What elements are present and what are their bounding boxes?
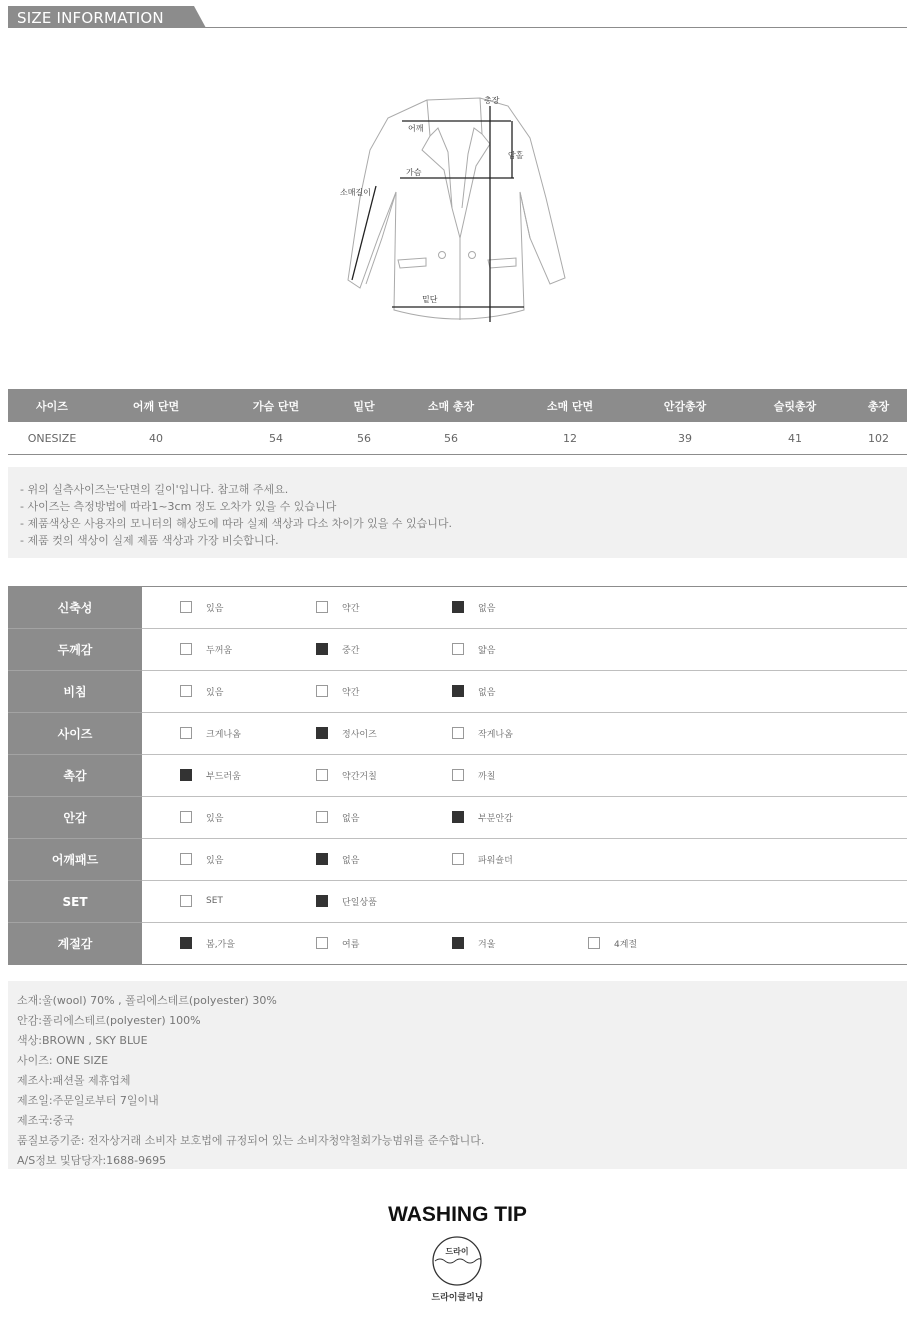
feature-option <box>180 895 223 907</box>
table-row <box>8 422 907 455</box>
feature-option-label: 크게나옴 <box>206 729 241 740</box>
feature-option-label: 작게나옴 <box>478 729 513 740</box>
feature-option <box>452 643 495 655</box>
feature-option-label: 여름 <box>342 939 360 950</box>
section-title: SIZE INFORMATION <box>17 9 164 27</box>
note-line: - 제품 컷의 색상이 실제 제품 색상과 가장 비슷합니다. <box>20 534 279 547</box>
checked-box-icon <box>452 685 464 697</box>
feature-option <box>452 769 495 781</box>
feature-options <box>142 881 907 922</box>
feature-option <box>452 727 513 739</box>
feature-option-label: SET <box>206 896 223 906</box>
feature-option-label: 부분안감 <box>478 813 513 824</box>
feature-option-label: 약간거칠 <box>342 771 377 782</box>
feature-option-label: 4계절 <box>614 939 638 950</box>
section-header <box>8 6 907 28</box>
feature-option <box>316 727 377 739</box>
label-sleeve: 소매길이 <box>340 188 371 197</box>
info-line: 안감:폴리에스테르(polyester) 100% <box>17 1014 201 1027</box>
unchecked-box-icon <box>588 937 600 949</box>
feature-option-label: 겨울 <box>478 939 496 950</box>
feature-option-label: 두꺼움 <box>206 645 233 656</box>
table-cell: 12 <box>510 422 630 455</box>
feature-options <box>142 629 907 670</box>
label-chest: 가슴 <box>406 168 422 177</box>
feature-label: 계절감 <box>8 923 142 965</box>
table-cell: 41 <box>740 422 850 455</box>
info-line: 제조일:주문일로부터 7일이내 <box>17 1094 159 1107</box>
unchecked-box-icon <box>316 769 328 781</box>
label-armhole: 암홀 <box>508 151 524 160</box>
jacket-illustration <box>330 88 580 328</box>
table-cell: 56 <box>392 422 510 455</box>
col-header: 소매 단면 <box>510 389 630 422</box>
col-header: 사이즈 <box>8 389 96 422</box>
unchecked-box-icon <box>180 685 192 697</box>
feature-options <box>142 923 907 964</box>
feature-row <box>8 755 907 797</box>
unchecked-box-icon <box>180 811 192 823</box>
feature-option-label: 중간 <box>342 645 360 656</box>
feature-option-label: 없음 <box>342 813 360 824</box>
feature-options <box>142 671 907 712</box>
info-line: 사이즈: ONE SIZE <box>17 1054 109 1067</box>
feature-option-label: 없음 <box>478 687 496 698</box>
unchecked-box-icon <box>452 727 464 739</box>
feature-option <box>452 685 495 697</box>
unchecked-box-icon <box>316 811 328 823</box>
col-header: 슬릿총장 <box>740 389 850 422</box>
feature-option <box>180 601 223 613</box>
feature-label: 두께감 <box>8 629 142 671</box>
unchecked-box-icon <box>452 643 464 655</box>
note-line: - 위의 실측사이즈는'단면의 길이'입니다. 참고해 주세요. <box>20 483 289 496</box>
feature-label: 촉감 <box>8 755 142 797</box>
feature-options <box>142 797 907 838</box>
feature-option-label: 있음 <box>206 813 224 824</box>
checked-box-icon <box>452 601 464 613</box>
feature-options-cell <box>142 713 907 755</box>
feature-option <box>452 811 513 823</box>
table-cell: 54 <box>216 422 336 455</box>
feature-label: 비침 <box>8 671 142 713</box>
checked-box-icon <box>452 937 464 949</box>
feature-options-cell <box>142 587 907 629</box>
feature-table <box>8 586 907 965</box>
info-line: 색상:BROWN , SKY BLUE <box>17 1034 148 1047</box>
feature-option-label: 봄,가을 <box>206 939 235 950</box>
checked-box-icon <box>180 769 192 781</box>
feature-options-cell <box>142 839 907 881</box>
size-notes <box>8 467 907 558</box>
checked-box-icon <box>316 895 328 907</box>
feature-option-label: 파워숄더 <box>478 855 513 866</box>
feature-row <box>8 839 907 881</box>
feature-label: 사이즈 <box>8 713 142 755</box>
table-cell: ONESIZE <box>8 422 96 455</box>
size-table-header-row <box>8 389 907 422</box>
feature-label: SET <box>8 881 142 923</box>
feature-option <box>316 769 377 781</box>
checked-box-icon <box>316 643 328 655</box>
jacket-diagram <box>330 88 580 328</box>
feature-options-cell <box>142 629 907 671</box>
info-line: 제조사:패션몰 제휴업체 <box>17 1074 131 1087</box>
feature-options-cell <box>142 755 907 797</box>
feature-option <box>588 937 637 949</box>
feature-option-label: 약간 <box>342 687 360 698</box>
info-line: A/S정보 및담당자:1688-9695 <box>17 1154 167 1167</box>
feature-row <box>8 797 907 839</box>
feature-options <box>142 839 907 880</box>
unchecked-box-icon <box>180 895 192 907</box>
info-line: 제조국:중국 <box>17 1114 74 1127</box>
table-cell: 56 <box>336 422 392 455</box>
feature-option-label: 있음 <box>206 603 224 614</box>
feature-row <box>8 587 907 629</box>
feature-option <box>180 811 223 823</box>
feature-row <box>8 671 907 713</box>
checked-box-icon <box>452 811 464 823</box>
unchecked-box-icon <box>180 601 192 613</box>
feature-option <box>316 853 359 865</box>
feature-option <box>452 853 513 865</box>
feature-option-label: 정사이즈 <box>342 729 377 740</box>
feature-option-label: 얇음 <box>478 645 496 656</box>
table-cell: 102 <box>850 422 907 455</box>
feature-option-label: 까칠 <box>478 771 496 782</box>
unchecked-box-icon <box>180 853 192 865</box>
washing-tip-title: WASHING TIP <box>388 1203 527 1226</box>
washing-label: 드라이클리닝 <box>431 1293 484 1303</box>
feature-label: 신축성 <box>8 587 142 629</box>
unchecked-box-icon <box>452 769 464 781</box>
unchecked-box-icon <box>316 937 328 949</box>
col-header: 소매 총장 <box>392 389 510 422</box>
feature-option <box>316 643 359 655</box>
feature-option-label: 단일상품 <box>342 897 377 908</box>
product-info <box>8 981 907 1169</box>
feature-label: 어깨패드 <box>8 839 142 881</box>
info-line: 품질보증기준: 전자상거래 소비자 보호법에 규정되어 있는 소비자청약철회가능범위를 준수합니다. <box>17 1134 485 1147</box>
feature-option-label: 약간 <box>342 603 360 614</box>
unchecked-box-icon <box>452 853 464 865</box>
col-header: 밑단 <box>336 389 392 422</box>
feature-option <box>316 601 359 613</box>
header-rule <box>8 27 907 28</box>
unchecked-box-icon <box>316 685 328 697</box>
label-shoulder: 어깨 <box>408 124 424 133</box>
checked-box-icon <box>316 853 328 865</box>
feature-option-label: 있음 <box>206 687 224 698</box>
checked-box-icon <box>316 727 328 739</box>
table-cell: 40 <box>96 422 216 455</box>
feature-row <box>8 923 907 965</box>
feature-options-cell <box>142 797 907 839</box>
feature-option <box>316 685 359 697</box>
feature-option <box>180 685 223 697</box>
feature-options-cell <box>142 881 907 923</box>
col-header: 어깨 단면 <box>96 389 216 422</box>
feature-option-label: 있음 <box>206 855 224 866</box>
unchecked-box-icon <box>180 643 192 655</box>
col-header: 안감총장 <box>630 389 740 422</box>
feature-row <box>8 713 907 755</box>
feature-row <box>8 629 907 671</box>
feature-option <box>316 895 377 907</box>
note-line: - 제품색상은 사용자의 모니터의 해상도에 따라 실제 색상과 다소 차이가 있을 수 있습니다. <box>20 517 452 530</box>
checked-box-icon <box>180 937 192 949</box>
feature-option <box>180 853 223 865</box>
table-cell: 39 <box>630 422 740 455</box>
feature-option <box>180 937 235 949</box>
feature-option <box>316 937 359 949</box>
feature-option <box>180 643 232 655</box>
feature-option <box>180 727 241 739</box>
feature-options <box>142 755 907 796</box>
feature-options <box>142 713 907 754</box>
label-length: 총장 <box>484 96 500 105</box>
feature-option <box>180 769 241 781</box>
feature-option <box>452 601 495 613</box>
dry-clean-icon <box>431 1235 483 1287</box>
dry-clean-icon-text: 드라이 <box>445 1247 469 1256</box>
feature-option <box>316 811 359 823</box>
feature-options-cell <box>142 923 907 965</box>
unchecked-box-icon <box>316 601 328 613</box>
feature-option-label: 없음 <box>478 603 496 614</box>
feature-options <box>142 587 907 628</box>
feature-option-label: 없음 <box>342 855 360 866</box>
feature-option <box>452 937 495 949</box>
info-line: 소재:울(wool) 70% , 폴리에스테르(polyester) 30% <box>17 994 277 1007</box>
feature-row <box>8 881 907 923</box>
note-line: - 사이즈는 측정방법에 따라1~3cm 정도 오차가 있을 수 있습니다 <box>20 500 337 513</box>
feature-label: 안감 <box>8 797 142 839</box>
col-header: 가슴 단면 <box>216 389 336 422</box>
size-table <box>8 389 907 455</box>
feature-options-cell <box>142 671 907 713</box>
unchecked-box-icon <box>180 727 192 739</box>
feature-option-label: 부드러움 <box>206 771 241 782</box>
col-header: 총장 <box>850 389 907 422</box>
label-hem: 밑단 <box>422 295 438 304</box>
